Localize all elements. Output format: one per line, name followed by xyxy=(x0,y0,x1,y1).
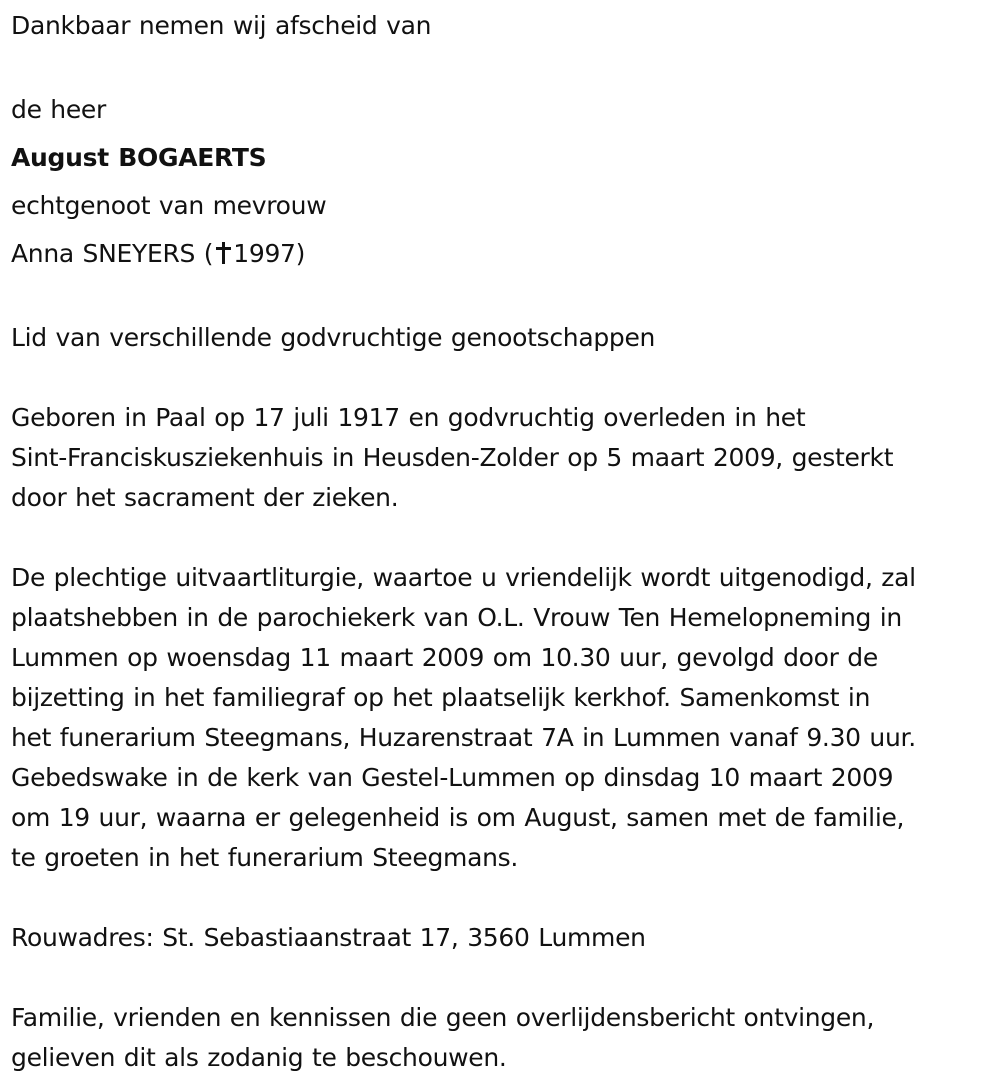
paragraph-line: De plechtige uitvaartliturgie, waartoe u vriendelijk wordt uitgenodigd, zal xyxy=(11,563,916,592)
paragraph-line: het funerarium Steegmans, Huzarenstraat 7A in Lummen vanaf 9.30 uur. xyxy=(11,723,916,752)
paragraph-line: Geboren in Paal op 17 juli 1917 en godvruchtig overleden in het xyxy=(11,403,806,432)
membership-line: Lid van verschillende godvruchtige genootschappen xyxy=(11,323,656,352)
spacer xyxy=(11,958,996,998)
paragraph-line: bijzetting in het familiegraf op het plaatselijk kerkhof. Samenkomst in xyxy=(11,683,871,712)
spouse-name: Anna SNEYERS ( xyxy=(11,239,214,268)
obituary-document xyxy=(11,6,996,1078)
spacer xyxy=(11,358,996,398)
paragraph-line: Familie, vrienden en kennissen die geen overlijdensbericht ontvingen, xyxy=(11,1003,875,1032)
paragraph-line: Gebedswake in de kerk van Gestel-Lummen op dinsdag 10 maart 2009 xyxy=(11,763,894,792)
paragraph-line: Sint-Franciskusziekenhuis in Heusden-Zolder op 5 maart 2009, gesterkt xyxy=(11,443,894,472)
paragraph-line: om 19 uur, waarna er gelegenheid is om August, samen met de familie, xyxy=(11,803,905,832)
paragraph-line: te groeten in het funerarium Steegmans. xyxy=(11,843,519,872)
birth-death-paragraph xyxy=(11,398,996,518)
address-line: Rouwadres: St. Sebastiaanstraat 17, 3560 Lummen xyxy=(11,923,646,952)
spacer xyxy=(11,46,996,86)
spacer xyxy=(11,878,996,918)
closing-paragraph xyxy=(11,998,996,1078)
spouse-line xyxy=(11,230,996,278)
cross-icon xyxy=(215,242,231,264)
spacer xyxy=(11,518,996,558)
spouse-death-year: 1997) xyxy=(233,239,306,268)
funeral-paragraph xyxy=(11,558,996,878)
spacer xyxy=(11,278,996,318)
deceased-name: August BOGAERTS xyxy=(11,143,267,172)
paragraph-line: door het sacrament der zieken. xyxy=(11,483,399,512)
paragraph-line: plaatshebben in de parochiekerk van O.L. Vrouw Ten Hemelopneming in xyxy=(11,603,902,632)
spouse-label: echtgenoot van mevrouw xyxy=(11,191,327,220)
paragraph-line: gelieven dit als zodanig te beschouwen. xyxy=(11,1043,507,1072)
intro-line: Dankbaar nemen wij afscheid van xyxy=(11,11,432,40)
paragraph-line: Lummen op woensdag 11 maart 2009 om 10.30 uur, gevolgd door de xyxy=(11,643,878,672)
title-prefix: de heer xyxy=(11,95,106,124)
